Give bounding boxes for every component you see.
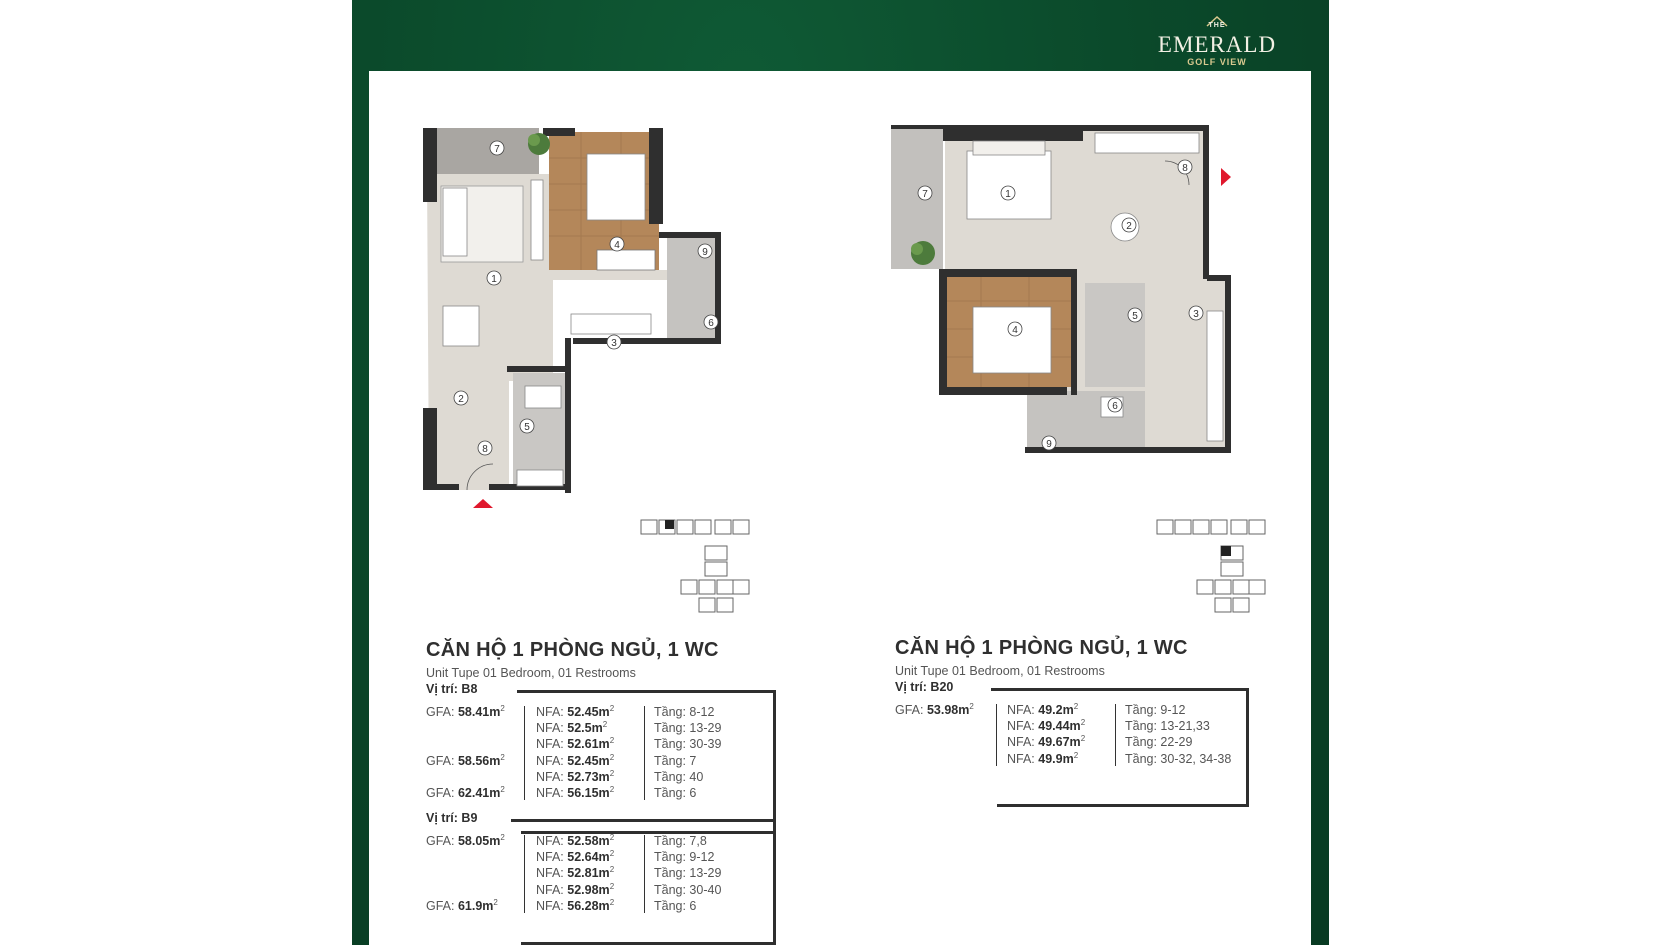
nfa-row: NFA: $56.28m^2$ (536, 897, 615, 913)
spec-table-b20 (895, 702, 1245, 770)
room-marker-4: 4 (614, 240, 620, 251)
gfa-row (426, 736, 505, 752)
gfa-column (426, 833, 505, 914)
table-frame (773, 819, 776, 945)
gfa-row (426, 865, 505, 881)
brochure-sheet (352, 0, 1329, 945)
room-marker-1: 1 (1005, 189, 1011, 200)
gfa-row (895, 718, 974, 734)
unit-title: CĂN HỘ 1 PHÒNG NGỦ, 1 WC (895, 637, 1188, 659)
nfa-row: NFA: $49.67m^2$ (1007, 734, 1086, 750)
gfa-row: GFA: $58.41m^2$ (426, 703, 505, 719)
floor-row: Tầng: 30-40 (654, 882, 722, 897)
floor-row: Tầng: 30-32, 34-38 (1125, 751, 1232, 766)
nfa-column (1007, 702, 1085, 767)
floor-row: Tầng: 13-29 (654, 721, 722, 736)
floor-row: Tầng: 8-12 (654, 705, 715, 719)
nfa-row: NFA: $52.5m^2$ (536, 720, 608, 736)
room-marker-3: 3 (1193, 309, 1199, 320)
floor-row: Tầng: 40 (654, 769, 704, 784)
gfa-column (895, 702, 974, 767)
nfa-row: NFA: $52.64m^2$ (536, 849, 615, 865)
brand-the: THE (1208, 22, 1226, 29)
unit-b20-heading (895, 637, 1188, 678)
room-marker-9: 9 (1046, 439, 1052, 450)
nfa-row: NFA: $52.45m^2$ (536, 752, 615, 768)
position-rule (511, 819, 776, 822)
room-marker-5: 5 (1132, 311, 1138, 322)
floor-row: Tầng: 30-39 (654, 737, 722, 752)
entrance-arrow-icon (473, 499, 493, 508)
room-marker-9: 9 (702, 247, 708, 258)
nfa-row: NFA: $52.81m^2$ (536, 865, 615, 881)
floor-row: Tầng: 9-12 (654, 850, 715, 865)
floor-column (654, 833, 721, 914)
room-marker-5: 5 (524, 422, 530, 433)
floor-column (654, 704, 721, 801)
spec-table-b8 (426, 704, 766, 804)
room-marker-7: 7 (494, 144, 500, 155)
floor-row: Tầng: 9-12 (1125, 703, 1186, 717)
room-marker-3: 3 (611, 338, 617, 349)
gfa-row: GFA: $61.9m^2$ (426, 897, 498, 913)
gfa-row (895, 751, 974, 767)
gfa-row: GFA: $62.41m^2$ (426, 784, 505, 800)
content-panel (369, 71, 1311, 945)
brand-sub: GOLF VIEW (1187, 57, 1247, 67)
nfa-column (536, 704, 614, 801)
table-frame (1246, 688, 1249, 807)
floor-row: Tầng: 7 (654, 753, 697, 768)
column-divider (644, 706, 645, 800)
floor-row: Tầng: 6 (654, 898, 697, 913)
position-label-b9: Vị trí: B9 (426, 811, 478, 825)
column-divider (524, 706, 525, 800)
room-marker-6: 6 (708, 318, 714, 329)
nfa-row: NFA: $49.2m^2$ (1007, 701, 1079, 717)
table-frame (773, 690, 776, 834)
room-marker-8: 8 (482, 444, 488, 455)
room-marker-2: 2 (458, 394, 464, 405)
room-marker-2: 2 (1126, 221, 1132, 232)
floor-plan-b20 (889, 121, 1249, 487)
nfa-row: NFA: $52.45m^2$ (536, 703, 615, 719)
nfa-row: NFA: $52.61m^2$ (536, 736, 615, 752)
room-marker-4: 4 (1012, 325, 1018, 336)
position-rule (991, 688, 1249, 691)
column-divider (524, 835, 525, 913)
brand-logo (1142, 12, 1292, 70)
floor-column (1125, 702, 1231, 767)
floor-plan-b8-b9 (421, 118, 731, 538)
column-divider (1115, 704, 1116, 766)
column-divider (644, 835, 645, 913)
nfa-row: NFA: $52.98m^2$ (536, 881, 615, 897)
gfa-row: GFA: $58.05m^2$ (426, 832, 505, 848)
room-marker-8: 8 (1182, 163, 1188, 174)
floor-row: Tầng: 7,8 (654, 834, 707, 848)
nfa-row: NFA: $52.58m^2$ (536, 832, 615, 848)
floor-row: Tầng: 22-29 (1125, 735, 1193, 750)
building-keymap-icon (639, 518, 751, 616)
unit-title: CĂN HỘ 1 PHÒNG NGỦ, 1 WC (426, 639, 719, 661)
spec-table-b9 (426, 833, 766, 917)
table-frame (997, 804, 1249, 807)
building-keymap-icon-b20 (1155, 518, 1267, 616)
gfa-column (426, 704, 505, 801)
nfa-row: NFA: $49.9m^2$ (1007, 750, 1079, 766)
room-marker-1: 1 (491, 274, 497, 285)
nfa-row: NFA: $49.44m^2$ (1007, 718, 1086, 734)
floor-plan-drawing-b20 (889, 121, 1249, 487)
unit-subtitle: Unit Tupe 01 Bedroom, 01 Restrooms (895, 664, 1105, 678)
gfa-row: GFA: $58.56m^2$ (426, 752, 505, 768)
nfa-row: NFA: $52.73m^2$ (536, 768, 615, 784)
position-rule (517, 690, 776, 693)
room-marker-7: 7 (922, 189, 928, 200)
floor-row: Tầng: 13-21,33 (1125, 719, 1210, 734)
column-divider (996, 704, 997, 766)
unit-b8-b9-heading (426, 639, 719, 680)
position-label-b8: Vị trí: B8 (426, 682, 478, 696)
position-label-b20: Vị trí: B20 (895, 680, 954, 694)
nfa-column (536, 833, 614, 914)
gfa-row (426, 720, 505, 736)
gfa-row (895, 734, 974, 750)
floor-plan-drawing (421, 118, 731, 538)
floor-row: Tầng: 13-29 (654, 866, 722, 881)
gfa-row: GFA: $53.98m^2$ (895, 701, 974, 717)
room-marker-6: 6 (1112, 401, 1118, 412)
gfa-row (426, 769, 505, 785)
unit-subtitle: Unit Tupe 01 Bedroom, 01 Restrooms (426, 666, 636, 680)
gfa-row (426, 849, 505, 865)
floor-row: Tầng: 6 (654, 785, 697, 800)
entrance-arrow-icon (1221, 168, 1231, 186)
nfa-row: NFA: $56.15m^2$ (536, 784, 615, 800)
gfa-row (426, 882, 505, 898)
brand-name: EMERALD (1157, 32, 1277, 57)
